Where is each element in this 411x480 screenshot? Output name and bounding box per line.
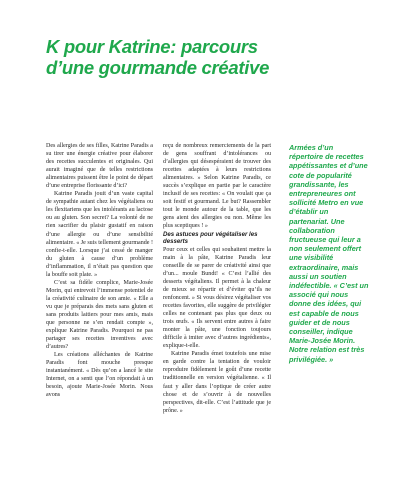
article-title bbox=[46, 36, 376, 78]
column1-paragraph-1: Des allergies de ses filles, Katrine Paradis a su tirer une énergie créative pour élaborer des recettes succulentes et originales. Qui aurait imaginé que de telles restrictions alimentaires puissent être le point de départ d’une entreprise florissante d’ici? bbox=[46, 143, 153, 190]
column2-paragraph-1: reçu de nombreux remerciements de la part de gens souffrant d’intolérances ou d’allergies qui désespéraient de trouver des recettes adaptées à leurs restrictions alimentaires. » Selon Katrine Paradis, ce succès s’explique en partie par le caractère inclusif de ses recettes: « On voulait que ça soit festif et gourmand. Le but? Rassembler tout le monde autour de la table, que les gens aient des allergies ou non. Même les plus sceptiques ! » bbox=[163, 143, 271, 230]
column1-paragraph-4: Les créations alléchantes de Katrine Paradis font mouche presque instantanément. « Dès qu’on a lancé le site Internet, on a senti que l’on répondait à un besoin, ajoute Marie-Josée Morin. Nous avons bbox=[46, 352, 153, 399]
article-column-1 bbox=[46, 142, 153, 400]
column1-paragraph-2: Katrine Paradis jouit d’un vaste capital de sympathie autant chez les végétaliens ou les flexitariens que les intolérants au lactose ou au gluten. Son secret? La volonté de ne rien sacrifier du plaisir gustatif en raison d’une allergie ou d’une sensibilité alimentaire. « Je suis tellement gourmande ! confie-t-elle. Lorsque j’ai cessé de manger du gluten à cause d’un problème d’inflammation, il n’était pas question que la bouffe soit plate. » bbox=[46, 191, 153, 278]
article-title-line-1: K pour Katrine: parcours bbox=[46, 36, 258, 57]
article-column-2 bbox=[163, 142, 271, 415]
article-title-line-2: d’une gourmande créative bbox=[46, 57, 270, 78]
pull-quote: Armées d’un répertoire de recettes appétissantes et d’une cote de popularité grandissante, les entrepreneures ont sollicité Metro en vue d’établir un partenariat. Une collaboration fructueuse qui leur a non seulement offert une visibilité extraordinaire, mais aussi un soutien indéfectible. « C’est un associé qui nous donne des idées, qui est capable de nous guider et de nous conseiller, indique Marie-Josée Morin. Notre relation est très privilégiée. » bbox=[289, 143, 369, 364]
column2-paragraph-3: Katrine Paradis émet toutefois une mise en garde contre la tentation de vouloir reproduire fidèlement le goût d’une recette traditionnelle en version végétalienne. « Il faut y aller dans l’optique de créer autre chose et de s’ouvrir à de nouvelles perspectives, dit-elle. C’est l’attitude que je prône. » bbox=[163, 351, 271, 414]
section-subheading: Des astuces pour végétaliser les desserts bbox=[163, 230, 258, 246]
column2-paragraph-2: Pour ceux et celles qui souhaitent mettre la main à la pâte, Katrine Paradis leur conseille de se parer de créativité ainsi que d’un... moule Bundt! « C’est l’allié des desserts végétaliens. Il permet à la chaleur de mieux se répartir et d’éviter qu’ils ne renfoncent. » Si vous désirez végétaliser vos recettes favorites, elle suggère de privilégier celles ne contenant pas plus que deux ou trois œufs. « Ils servent entre autres à faire monter la pâte, une fonction toujours difficile à imiter avec d’autres ingrédients», explique-t-elle. bbox=[163, 246, 271, 350]
column1-paragraph-3: C’est sa fidèle complice, Marie-Josée Morin, qui entrevoit l’immense potentiel de la créativité culinaire de son amie. « Elle a vu que je préparais des mets sans gluten et sans produits laitiers pour mes amis, mais que personne ne s’en rendait compte », explique Katrine Paradis. Pourquoi ne pas partager ses recettes inventives avec d’autres? bbox=[46, 279, 153, 351]
